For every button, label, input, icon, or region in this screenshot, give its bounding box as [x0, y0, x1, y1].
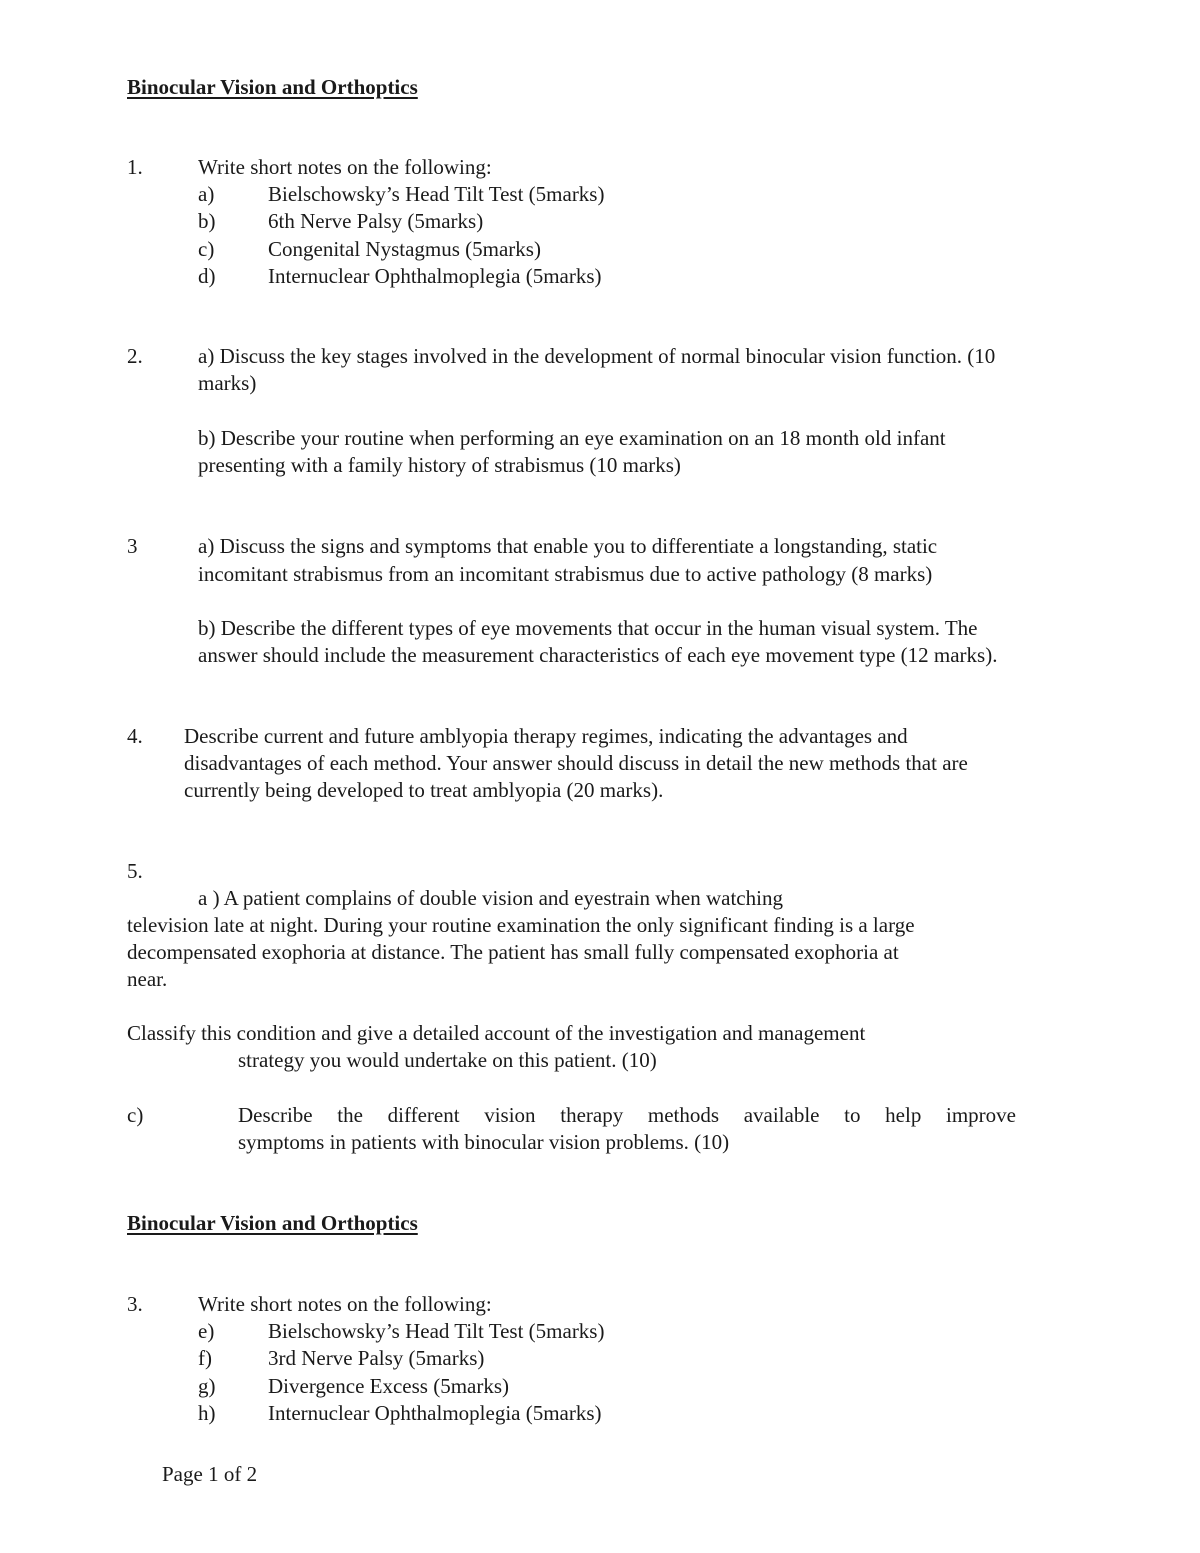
- question-number: 3: [127, 534, 138, 558]
- question-line: b) Describe the different types of eye movements that occur in the human visual system. The: [198, 616, 978, 640]
- question-line: a) Discuss the signs and symptoms that enable you to differentiate a longstanding, static: [198, 534, 938, 558]
- item-text: 3rd Nerve Palsy (5marks): [268, 1346, 485, 1370]
- question-line: symptoms in patients with binocular vision problems. (10): [238, 1130, 730, 1154]
- question-number: 2.: [127, 344, 143, 368]
- item-text: Bielschowsky’s Head Tilt Test (5marks): [268, 1319, 605, 1343]
- question-line: television late at night. During your routine examination the only significant finding is a large: [127, 913, 915, 937]
- question-line: a ) A patient complains of double vision and eyestrain when watching: [198, 886, 783, 910]
- question-text: Write short notes on the following:: [198, 1292, 492, 1316]
- item-letter: c): [198, 237, 215, 261]
- item-letter: c): [127, 1103, 144, 1127]
- item-text: Internuclear Ophthalmoplegia (5marks): [268, 1401, 602, 1425]
- question-line: disadvantages of each method. Your answer should discuss in detail the new methods that are: [184, 751, 968, 775]
- section-title: Binocular Vision and Orthoptics: [127, 75, 418, 99]
- question-line: Describe the different vision therapy methods available to help improve: [238, 1103, 1016, 1127]
- question-line: b) Describe your routine when performing an eye examination on an 18 month old infant: [198, 426, 946, 450]
- question-number: 5.: [127, 859, 143, 883]
- question-number: 4.: [127, 724, 143, 748]
- item-letter: g): [198, 1374, 216, 1398]
- item-letter: e): [198, 1319, 215, 1343]
- item-letter: h): [198, 1401, 216, 1425]
- item-letter: f): [198, 1346, 212, 1370]
- question-line: decompensated exophoria at distance. The patient has small fully compensated exophoria at: [127, 940, 899, 964]
- item-text: 6th Nerve Palsy (5marks): [268, 209, 484, 233]
- page-number: Page 1 of 2: [162, 1462, 258, 1486]
- question-line: answer should include the measurement characteristics of each eye movement type (12 marks).: [198, 643, 998, 667]
- item-text: Internuclear Ophthalmoplegia (5marks): [268, 264, 602, 288]
- question-line: Describe current and future amblyopia therapy regimes, indicating the advantages and: [184, 724, 908, 748]
- question-line: marks): [198, 371, 257, 395]
- section-title: Binocular Vision and Orthoptics: [127, 1211, 418, 1235]
- item-text: Congenital Nystagmus (5marks): [268, 237, 541, 261]
- question-line: presenting with a family history of strabismus (10 marks): [198, 453, 681, 477]
- question-text: Write short notes on the following:: [198, 155, 492, 179]
- question-line: incomitant strabismus from an incomitant strabismus due to active pathology (8 marks): [198, 562, 933, 586]
- question-number: 1.: [127, 155, 143, 179]
- question-line: a) Discuss the key stages involved in the development of normal binocular vision function. (10: [198, 344, 996, 368]
- item-letter: d): [198, 264, 216, 288]
- item-letter: b): [198, 209, 216, 233]
- question-line: currently being developed to treat amblyopia (20 marks).: [184, 778, 664, 802]
- item-text: Divergence Excess (5marks): [268, 1374, 510, 1398]
- question-line: strategy you would undertake on this patient. (10): [238, 1048, 657, 1072]
- item-text: Bielschowsky’s Head Tilt Test (5marks): [268, 182, 605, 206]
- question-line: near.: [127, 967, 168, 991]
- question-line: Classify this condition and give a detailed account of the investigation and management: [127, 1021, 866, 1045]
- item-letter: a): [198, 182, 215, 206]
- question-number: 3.: [127, 1292, 143, 1316]
